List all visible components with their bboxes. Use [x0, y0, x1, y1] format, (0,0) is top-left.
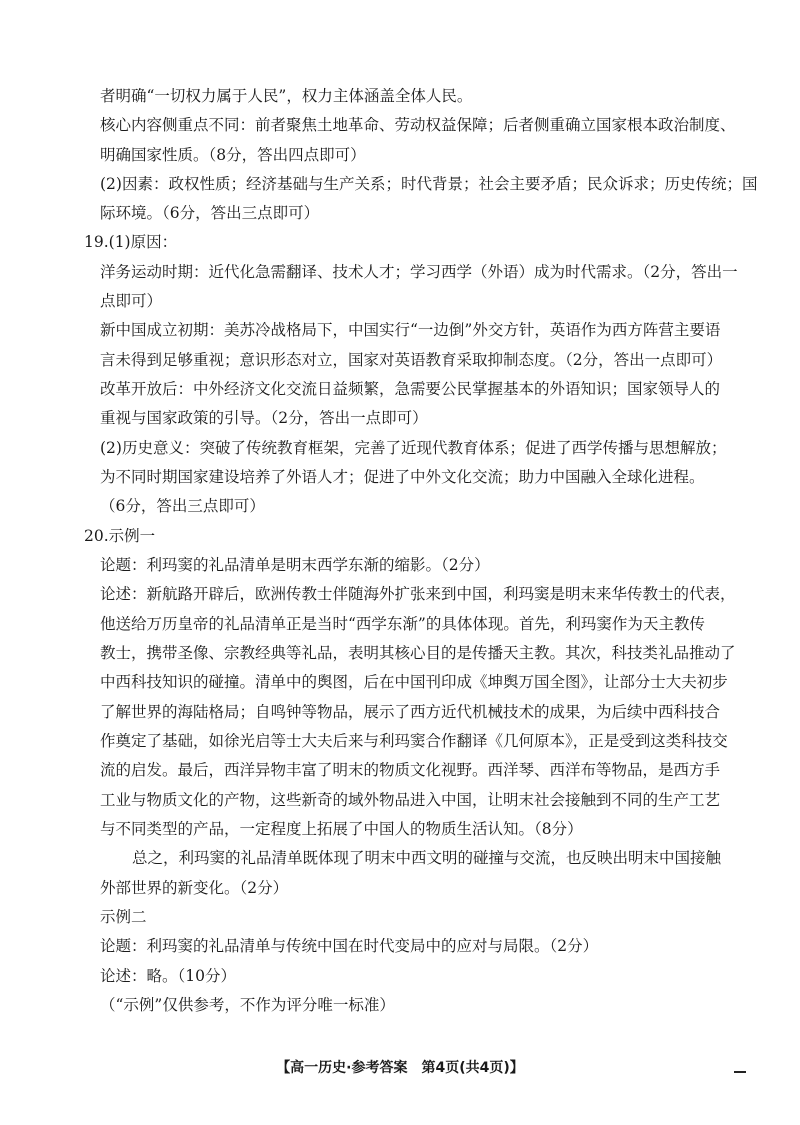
text-line: 作奠定了基础，如徐光启等士大夫后来与利玛窦合作翻译《几何原本》，正是受到这类科技交	[100, 732, 728, 750]
text-line: 为不同时期国家建设培养了外语人才；促进了中外文化交流；助力中国融入全球化进程。	[100, 468, 705, 486]
text-line: (2)历史意义：突破了传统教育框架，完善了近现代教育体系；促进了西学传播与思想解放；	[100, 439, 727, 457]
text-line: 了解世界的海陆格局；自鸣钟等物品，展示了西方近代机械技术的成果，为后续中西科技合	[100, 703, 721, 721]
text-line: 中西科技知识的碰撞。清单中的舆图，后在中国刊印成《坤舆万国全图》，让部分士大夫初步	[100, 673, 728, 691]
question-number: 20.示例一	[84, 527, 156, 545]
text-line: 洋务运动时期：近代化急需翻译、技术人才；学习西学（外语）成为时代需求。（2分，答出一	[100, 263, 738, 281]
text-line: 外部世界的新变化。（2分）	[100, 879, 289, 897]
text-line: 与不同类型的产品，一定程度上拓展了中国人的物质生活认知。（8分）	[100, 820, 583, 838]
question-number: 19.(1)原因：	[84, 233, 178, 251]
text-line: 重视与国家政策的引导。（2分，答出一点即可）	[100, 409, 428, 427]
page-footer: 【高一历史·参考答案 第4页(共4页)】	[276, 1060, 524, 1076]
text-line: 论述：新航路开辟后，欧洲传教士伴随海外扩张来到中国，利玛窦是明末来华传教士的代表，	[100, 585, 736, 603]
text-line: （“示例”仅供参考，不作为评分唯一标准）	[100, 996, 395, 1014]
text-line: 示例二	[100, 908, 147, 926]
text-line: 总之，利玛窦的礼品清单既体现了明末中西文明的碰撞与交流，也反映出明末中国接触	[132, 849, 722, 867]
text-line: 者明确“一切权力属于人民”，权力主体涵盖全体人民。	[100, 87, 473, 105]
text-line: 论题：利玛窦的礼品清单是明末西学东渐的缩影。（2分）	[100, 556, 490, 574]
text-line: 论题：利玛窦的礼品清单与传统中国在时代变局中的应对与局限。（2分）	[100, 937, 599, 955]
text-line: 核心内容侧重点不同：前者聚焦土地革命、劳动权益保障；后者侧重确立国家根本政治制度、	[100, 116, 736, 134]
text-line: 论述：略。（10分）	[100, 967, 236, 985]
text-line: 言未得到足够重视；意识形态对立，国家对英语教育采取抑制态度。（2分，答出一点即可）	[100, 351, 723, 369]
text-line: 点即可）	[100, 292, 163, 310]
text-line: (2)因素：政权性质；经济基础与生产关系；时代背景；社会主要矛盾；民众诉求；历史传统；国	[100, 175, 758, 193]
corner-mark	[734, 1071, 746, 1073]
text-line: 改革开放后：中外经济文化交流日益频繁，急需要公民掌握基本的外语知识；国家领导人的	[100, 380, 721, 398]
text-line: 新中国成立初期：美苏冷战格局下，中国实行“一边倒”外交方针，英语作为西方阵营主要语	[100, 321, 721, 339]
text-line: 他送给万历皇帝的礼品清单正是当时“西学东渐”的具体体现。首先，利玛窦作为天主教传	[100, 615, 705, 633]
text-line: 流的启发。最后，西洋异物丰富了明末的物质文化视野。西洋琴、西洋布等物品，是西方手	[100, 761, 721, 779]
text-line: 教士，携带圣像、宗教经典等礼品，表明其核心目的是传播天主教。其次，科技类礼品推动了	[100, 644, 736, 662]
text-line: 明确国家性质。（8分，答出四点即可）	[100, 146, 366, 164]
text-line: （6分，答出三点即可）	[100, 497, 265, 515]
text-line: 际环境。（6分，答出三点即可）	[100, 204, 320, 222]
text-line: 工业与物质文化的产物，这些新奇的域外物品进入中国，让明末社会接触到不同的生产工艺	[100, 791, 721, 809]
